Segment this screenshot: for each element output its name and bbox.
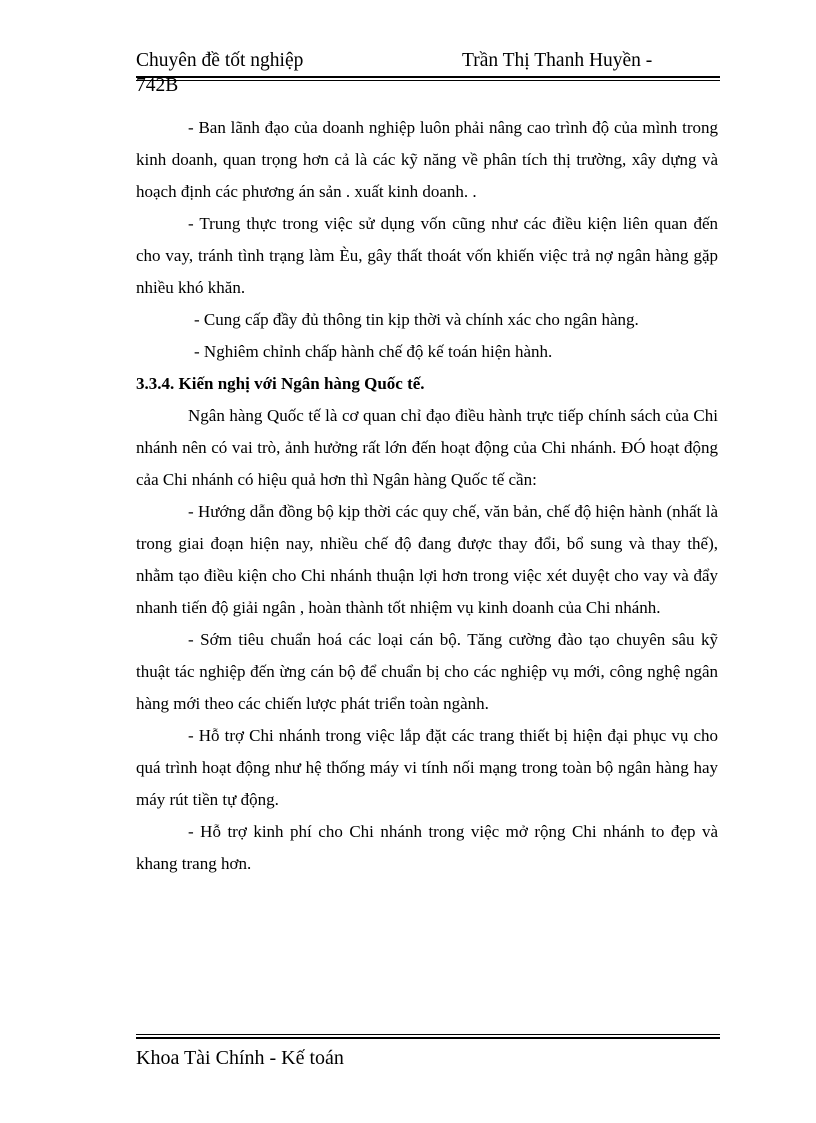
header-author-code: 742B bbox=[136, 75, 179, 96]
header-title: Chuyên đề tốt nghiệp bbox=[136, 50, 304, 71]
footer-rule-thick bbox=[136, 1037, 720, 1039]
page-body bbox=[136, 112, 718, 880]
paragraph-training: - Sớm tiêu chuẩn hoá các loại cán bộ. Tăng cường đào tạo chuyên sâu kỹ thuật tác nghiệp đến ừng cán bộ để chuẩn bị cho các nghiệp vụ mới, công nghệ ngân hàng mới theo các chiến lược phát triển toàn ngành. bbox=[136, 630, 718, 713]
paragraph-accounting: - Nghiêm chỉnh chấp hành chế độ kế toán hiện hành. bbox=[194, 342, 553, 361]
paragraph-information: - Cung cấp đầy đủ thông tin kịp thời và chính xác cho ngân hàng. bbox=[194, 310, 639, 329]
header-author: Trần Thị Thanh Huyền - bbox=[462, 50, 653, 71]
paragraph-equipment: - Hỗ trợ Chi nhánh trong việc lắp đặt các trang thiết bị hiện đại phục vụ cho quá trình hoạt động như hệ thống máy vi tính nối mạng trong toàn bộ ngân hàng hay máy rút tiền tự động. bbox=[136, 726, 718, 809]
paragraph-intro: Ngân hàng Quốc tế là cơ quan chỉ đạo điều hành trực tiếp chính sách của Chi nhánh nên có vai trò, ảnh hưởng rất lớn đến hoạt động của Chi nhánh. ĐÓ hoạt động cảa Chi nhánh có hiệu quả hơn thì Ngân hàng Quốc tế cần: bbox=[136, 406, 718, 489]
footer-department: Khoa Tài Chính - Kế toán bbox=[136, 1047, 344, 1069]
paragraph-honesty: - Trung thực trong việc sử dụng vốn cũng như các điều kiện liên quan đến cho vay, tránh tình trạng làm Èu, gây thất thoát vốn khiến việc trả nợ ngân hàng gặp nhiều khó khăn. bbox=[136, 214, 718, 297]
section-heading: 3.3.4. Kiến nghị với Ngân hàng Quốc tế. bbox=[136, 374, 425, 393]
header-rule-thin bbox=[136, 80, 720, 81]
footer-rule-thin bbox=[136, 1034, 720, 1035]
paragraph-management: - Ban lãnh đạo của doanh nghiệp luôn phải nâng cao trình độ của mình trong kinh doanh, quan trọng hơn cả là các kỹ năng về phân tích thị trường, xây dựng và hoạch định các phương án sản . xuất kinh doanh. . bbox=[136, 118, 718, 201]
paragraph-guidance: - Hướng dẫn đồng bộ kịp thời các quy chế, văn bản, chế độ hiện hành (nhất là trong giai đoạn hiện nay, nhiều chế độ đang được thay đổi, bổ sung và thay thế), nhằm tạo điều kiện cho Chi nhánh thuận lợi hơn trong việc xét duyệt cho vay và đẩy nhanh tiến độ giải ngân , hoàn thành tốt nhiệm vụ kinh doanh của Chi nhánh. bbox=[136, 502, 718, 617]
header-rule-thick bbox=[136, 76, 720, 78]
paragraph-funding: - Hỗ trợ kinh phí cho Chi nhánh trong việc mở rộng Chi nhánh to đẹp và khang trang hơn. bbox=[136, 822, 718, 873]
